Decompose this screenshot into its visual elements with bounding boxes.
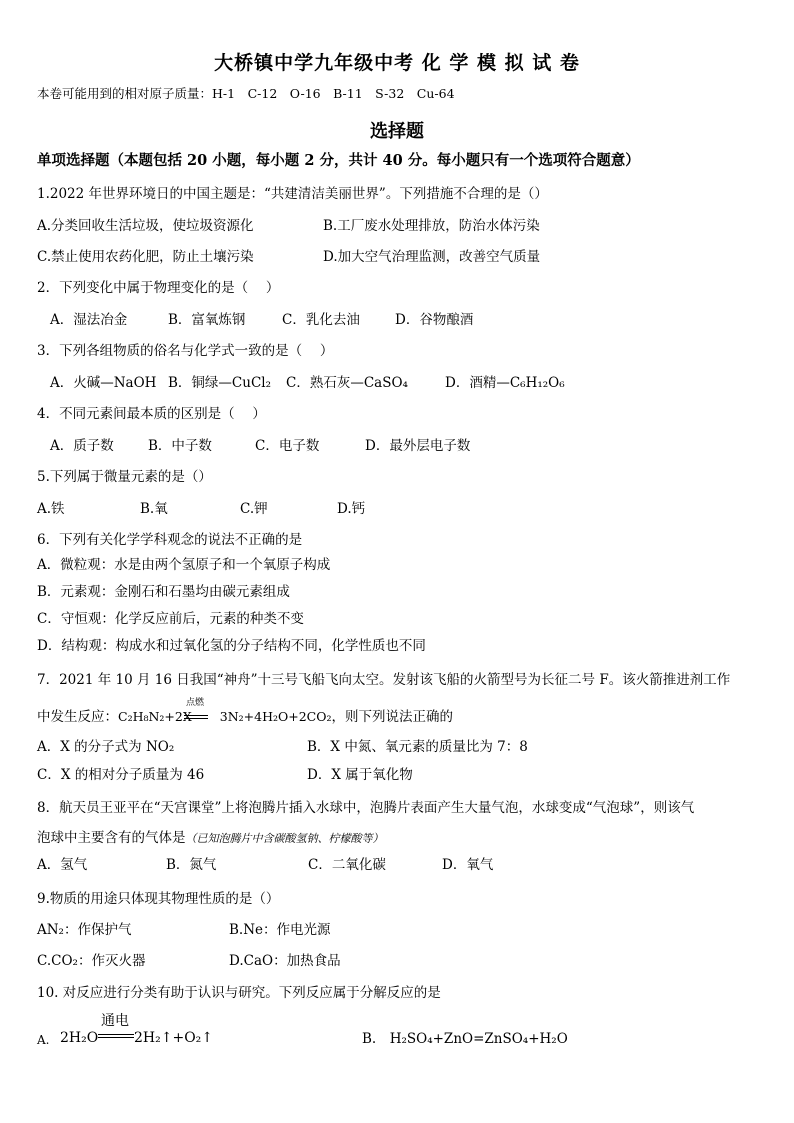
q7-stem: 7．2021 年 10 月 16 日我国“神舟”十三号飞船飞向太空。发射该飞船的火箭型号为长征二号 F。该火箭推进剂工作 bbox=[37, 672, 731, 688]
q2-option-d: D．谷物酿酒 bbox=[395, 312, 474, 328]
q3-option-d: D．酒精—C₆H₁₂O₆ bbox=[445, 375, 565, 391]
q7-stem-prefix: 中发生反应： bbox=[37, 709, 118, 725]
q10-stem: 10. 对反应进行分类有助于认识与研究。下列反应属于分解反应的是 bbox=[37, 985, 441, 1001]
q5-stem: 5.下列属于微量元素的是（） bbox=[37, 469, 212, 485]
q7-equation-bar bbox=[184, 715, 208, 716]
q4-option-c: C．电子数 bbox=[255, 438, 320, 454]
q9-stem: 9.物质的用途只体现其物理性质的是（） bbox=[37, 891, 280, 907]
q6-option-a: A．微粒观：水是由两个氢原子和一个氧原子构成 bbox=[37, 557, 331, 573]
q7-equation-line bbox=[37, 708, 453, 726]
q10-option-a-right: 2H₂↑+O₂↑ bbox=[134, 1030, 214, 1046]
q1-option-c: C.禁止使用农药化肥，防止土壤污染 bbox=[37, 249, 254, 265]
q6-option-c: C．守恒观：化学反应前后，元素的种类不变 bbox=[37, 611, 304, 627]
q6-stem: 6．下列有关化学学科观念的说法不正确的是 bbox=[37, 532, 303, 548]
q5-option-c: C.钾 bbox=[240, 501, 268, 517]
q7-equation-condition: 点燃 bbox=[186, 698, 205, 708]
q8-option-b: B．氮气 bbox=[166, 857, 217, 873]
q10-option-a-condition: 通电 bbox=[101, 1013, 129, 1029]
q5-option-a: A.铁 bbox=[37, 501, 65, 517]
instructions: 单项选择题（本题包括 20 小题，每小题 2 分，共计 40 分。每小题只有一个选项符合题意） bbox=[37, 152, 640, 169]
q9-option-d: D.CaO：加热食品 bbox=[229, 953, 341, 969]
q8-option-a: A．氢气 bbox=[37, 857, 88, 873]
q8-option-d: D．氧气 bbox=[442, 857, 494, 873]
q7-option-b: B．X 中氮、氧元素的质量比为 7：8 bbox=[307, 739, 528, 755]
q1-option-d: D.加大空气治理监测，改善空气质量 bbox=[323, 249, 541, 265]
q2-stem: 2．下列变化中属于物理变化的是（ ） bbox=[37, 280, 280, 296]
q4-option-a: A．质子数 bbox=[50, 438, 114, 454]
q7-equation-left: C₂H₈N₂+2X bbox=[118, 709, 192, 724]
q7-option-c: C．X 的相对分子质量为 46 bbox=[37, 767, 205, 783]
q5-option-b: B.氧 bbox=[140, 501, 168, 517]
q1-option-b: B.工厂废水处理排放，防治水体污染 bbox=[323, 218, 540, 234]
q9-option-a: AN₂：作保护气 bbox=[37, 922, 132, 938]
q4-option-d: D．最外层电子数 bbox=[365, 438, 471, 454]
q9-option-b: B.Ne：作电光源 bbox=[229, 922, 331, 938]
q7-equation-bar-2 bbox=[184, 718, 208, 719]
q8-stem-continued: 泡球中主要含有的气体是 bbox=[37, 830, 186, 846]
q7-stem-suffix: ，则下列说法正确的 bbox=[331, 709, 454, 725]
atomic-mass-line: 本卷可能用到的相对原子质量：H-1 C-12 O-16 B-11 S-32 Cu-64 bbox=[37, 86, 455, 101]
q9-option-c: C.CO₂：作灭火器 bbox=[37, 953, 146, 969]
q8-note: （已知泡腾片中含碳酸氢钠、柠檬酸等） bbox=[185, 832, 384, 845]
q3-option-b: B．铜绿—CuCl₂ bbox=[168, 375, 272, 391]
q10-option-a-label: A. bbox=[37, 1033, 50, 1047]
q10-equation-bar bbox=[98, 1034, 134, 1035]
q10-equation-bar-2 bbox=[98, 1037, 134, 1038]
q7-option-d: D．X 属于氧化物 bbox=[307, 767, 413, 783]
q3-option-c: C．熟石灰—CaSO₄ bbox=[286, 375, 408, 391]
q4-option-b: B．中子数 bbox=[148, 438, 212, 454]
q10-option-a-left: 2H₂O bbox=[60, 1030, 99, 1046]
q7-equation-right: 3N₂+4H₂O+2CO₂ bbox=[219, 709, 332, 724]
q5-option-d: D.钙 bbox=[337, 501, 366, 517]
q6-option-b: B．元素观：金刚石和石墨均由碳元素组成 bbox=[37, 584, 290, 600]
q4-stem: 4．不同元素间最本质的区别是（ ） bbox=[37, 406, 266, 422]
q8-stem-line2 bbox=[37, 829, 384, 848]
q8-option-c: C．二氧化碳 bbox=[308, 857, 386, 873]
q8-stem: 8．航天员王亚平在“天宫课堂”上将泡腾片插入水球中，泡腾片表面产生大量气泡，水球变成“气泡球”，则该气 bbox=[37, 800, 695, 816]
q1-option-a: A.分类回收生活垃圾，使垃圾资源化 bbox=[37, 218, 254, 234]
q2-option-c: C．乳化去油 bbox=[282, 312, 360, 328]
q3-stem: 3．下列各组物质的俗名与化学式一致的是（ ） bbox=[37, 343, 334, 359]
q6-option-d: D．结构观：构成水和过氧化氢的分子结构不同，化学性质也不同 bbox=[37, 638, 426, 654]
section-heading: 选择题 bbox=[370, 121, 424, 142]
q2-option-b: B．富氧炼钢 bbox=[168, 312, 246, 328]
q3-option-a: A．火碱—NaOH bbox=[50, 375, 157, 391]
q2-option-a: A．湿法冶金 bbox=[50, 312, 128, 328]
q7-option-a: A．X 的分子式为 NO₂ bbox=[37, 739, 175, 755]
exam-title: 大桥镇中学九年级中考 化 学 模 拟 试 卷 bbox=[214, 52, 580, 74]
q10-option-b: B. H₂SO₄+ZnO=ZnSO₄+H₂O bbox=[362, 1031, 568, 1047]
q1-stem: 1.2022 年世界环境日的中国主题是：“共建清洁美丽世界”。下列措施不合理的是（） bbox=[37, 186, 548, 202]
